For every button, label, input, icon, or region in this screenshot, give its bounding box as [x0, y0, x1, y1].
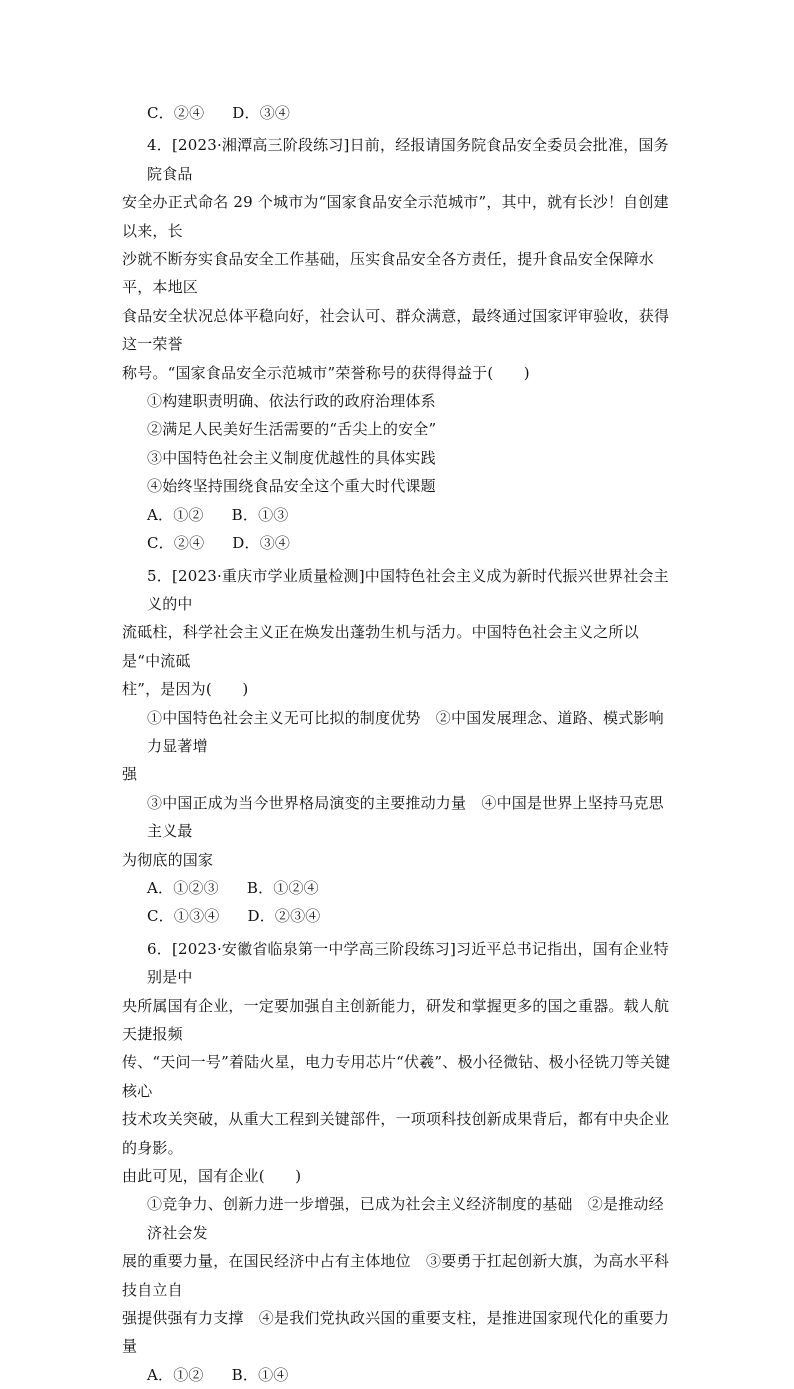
question-stem-line: 6．[2023·安徽省临泉第一中学高三阶段练习]习近平总书记指出，国有企业特别是中: [147, 939, 669, 987]
question-stem-line: 称号。“国家食品安全示范城市”荣誉称号的获得得益于( ): [122, 363, 530, 382]
statement-line: ①构建职责明确、依法行政的政府治理体系: [147, 392, 436, 411]
choice-d: D．③④: [232, 104, 291, 122]
statement-line: ②满足人民美好生活需要的“舌尖上的安全”: [147, 420, 437, 439]
choice-c: C．②④: [147, 534, 205, 553]
choice-d: D．②③④: [247, 907, 321, 926]
choice-b: B．①④: [231, 1365, 289, 1384]
page-content: [122, 99, 677, 1389]
statement-line: ④始终坚持围绕食品安全这个重大时代课题: [147, 477, 436, 496]
choices-row: [147, 1361, 677, 1389]
question-stem-line: 由此可见，国有企业( ): [122, 1167, 302, 1186]
question-3-tail: [147, 99, 677, 127]
question-5: [122, 562, 677, 931]
statement-line: ①竞争力、创新力进一步增强，已成为社会主义经济制度的基础 ②是推动经济社会发: [147, 1195, 664, 1242]
statement-line: 强提供强有力支撑 ④是我们党执政兴国的重要支柱，是推进国家现代化的重要力量: [122, 1309, 670, 1356]
statement-line: ③中国特色社会主义制度优越性的具体实践: [147, 448, 436, 467]
question-6: [122, 935, 677, 1389]
question-stem-line: 传、“天问一号”着陆火星，电力专用芯片“伏羲”、极小径微钻、极小径铣刀等关键核心: [122, 1053, 671, 1100]
choices-row: [147, 501, 677, 529]
choice-d: D．③④: [232, 534, 291, 553]
statement-line: 为彻底的国家: [122, 850, 214, 869]
choice-a: A．①②: [147, 1365, 204, 1384]
question-stem-line: 央所属国有企业，一定要加强自主创新能力，研发和掌握更多的国之重器。载人航天捷报频: [122, 996, 670, 1043]
question-stem-line: 技术攻关突破，从重大工程到关键部件，一项项科技创新成果背后，都有中央企业的身影。: [122, 1110, 670, 1157]
choices-row: [147, 874, 677, 902]
question-4: [122, 131, 677, 557]
question-stem-line: 5．[2023·重庆市学业质量检测]中国特色社会主义成为新时代振兴世界社会主义的中: [147, 566, 669, 613]
statement-line: 展的重要力量，在国民经济中占有主体地位 ③要勇于扛起创新大旗，为高水平科技自立自: [122, 1252, 670, 1299]
question-stem-line: 4．[2023·湘潭高三阶段练习]日前，经报请国务院食品安全委员会批准，国务院食品: [147, 136, 669, 183]
question-stem-line: 安全办正式命名 29 个城市为“国家食品安全示范城市”，其中，就有长沙！自创建以来，长: [122, 193, 669, 240]
question-stem-line: 柱”，是因为( ): [122, 680, 249, 699]
choice-c: C．①③④: [147, 907, 220, 926]
question-stem-line: 沙就不断夯实食品安全工作基础，压实食品安全各方责任，提升食品安全保障水平，本地区: [122, 250, 655, 297]
question-stem-line: 食品安全状况总体平稳向好，社会认可、群众满意，最终通过国家评审验收，获得这一荣誉: [122, 306, 670, 354]
question-stem-line: 流砥柱，科学社会主义正在焕发出蓬勃生机与活力。中国特色社会主义之所以是“中流砥: [122, 623, 639, 670]
choice-a: A．①②: [147, 505, 204, 524]
choices-row: [147, 529, 677, 557]
statement-line: ③中国正成为当今世界格局演变的主要推动力量 ④中国是世界上坚持马克思主义最: [147, 793, 664, 841]
choices-row: [147, 902, 677, 930]
choice-b: B．①②④: [246, 878, 319, 897]
choice-b: B．①③: [231, 505, 289, 524]
choices-row: [147, 99, 677, 127]
choice-c: C．②④: [147, 104, 205, 122]
statement-line: 强: [122, 765, 138, 784]
statement-line: ①中国特色社会主义无可比拟的制度优势 ②中国发展理念、道路、模式影响力显著增: [147, 708, 664, 755]
choice-a: A．①②③: [147, 878, 219, 897]
